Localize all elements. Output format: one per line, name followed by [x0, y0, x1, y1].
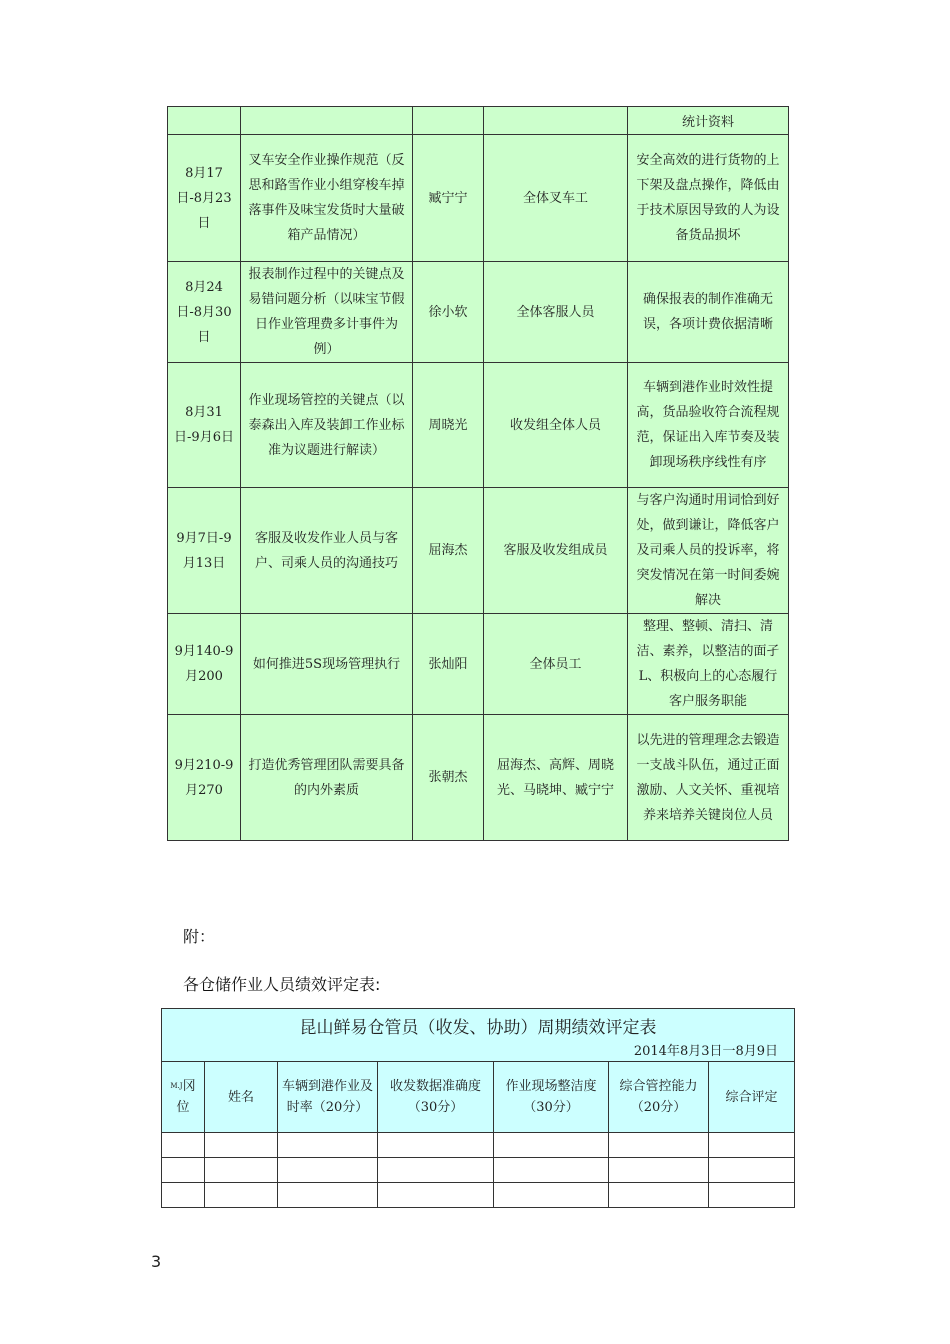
header-cell [241, 107, 413, 135]
empty-cell [162, 1133, 205, 1158]
empty-cell [709, 1183, 795, 1208]
header-cell: 统计资料 [628, 107, 789, 135]
goal-cell: 与客户沟通时用词恰到好处，做到谦让，降低客户及司乘人员的投诉率，将突发情况在第一时间委婉解决 [628, 488, 789, 614]
table-row [168, 363, 789, 488]
table-row [162, 1183, 795, 1208]
evaluation-column-header-row [162, 1062, 795, 1133]
column-header: 姓名 [205, 1062, 278, 1133]
topic-cell: 叉车安全作业操作规范（反思和路雪作业小组穿梭车掉落事件及味宝发货时大量破箱产品情况） [241, 135, 413, 262]
goal-cell: 车辆到港作业时效性提高，货品验收符合流程规范，保证出入库节奏及装卸现场秩序线性有序 [628, 363, 789, 488]
empty-cell [278, 1183, 378, 1208]
audience-cell: 全体客服人员 [484, 262, 628, 363]
column-header: 综合评定 [709, 1062, 795, 1133]
topic-cell: 如何推进5S现场管理执行 [241, 614, 413, 715]
trainer-cell: 周晓光 [413, 363, 484, 488]
table-row [168, 135, 789, 262]
empty-cell [378, 1133, 494, 1158]
annex-label: 附： [183, 927, 216, 946]
annex-subtitle: 各仓储作业人员绩效评定表: [183, 975, 381, 994]
empty-cell [494, 1183, 609, 1208]
trainer-cell: 张灿阳 [413, 614, 484, 715]
empty-cell [494, 1158, 609, 1183]
empty-cell [205, 1158, 278, 1183]
evaluation-title-row [162, 1009, 795, 1044]
empty-cell [378, 1183, 494, 1208]
empty-cell [205, 1133, 278, 1158]
column-header: 综合管控能力（20分） [609, 1062, 709, 1133]
performance-evaluation-table [161, 1008, 795, 1208]
audience-cell: 收发组全体人员 [484, 363, 628, 488]
date-cell: 8月31日-9月6日 [168, 363, 241, 488]
table-row [162, 1133, 795, 1158]
audience-cell: 客服及收发组成员 [484, 488, 628, 614]
goal-cell: 确保报表的制作准确无误，各项计费依据清晰 [628, 262, 789, 363]
column-header: 收发数据准确度（30分） [378, 1062, 494, 1133]
date-cell: 8月24日-8月30日 [168, 262, 241, 363]
trainer-cell: 张朝杰 [413, 715, 484, 841]
post-header-text: 冈位 [176, 1079, 196, 1115]
date-cell: 9月140-9月200 [168, 614, 241, 715]
trainer-cell: 屈海杰 [413, 488, 484, 614]
audience-cell: 全体叉车工 [484, 135, 628, 262]
topic-cell: 打造优秀管理团队需要具备的内外素质 [241, 715, 413, 841]
topic-cell: 报表制作过程中的关键点及易错问题分析（以味宝节假日作业管理费多计事件为例） [241, 262, 413, 363]
evaluation-body [162, 1009, 795, 1208]
page-number: 3 [151, 1252, 162, 1271]
table-row [168, 614, 789, 715]
schedule-body [168, 107, 789, 841]
empty-cell [162, 1183, 205, 1208]
date-cell: 9月210-9月270 [168, 715, 241, 841]
header-cell [413, 107, 484, 135]
table-row [162, 1158, 795, 1183]
goal-cell: 以先进的管理理念去锻造一支战斗队伍，通过正面激励、人文关怀、重视培养来培养关键岗位人员 [628, 715, 789, 841]
evaluation-date-range: 2014年8月3日一8月9日 [162, 1043, 795, 1062]
column-header: 车辆到港作业及时率（20分） [278, 1062, 378, 1133]
column-header: 作业现场整洁度（30分） [494, 1062, 609, 1133]
empty-cell [378, 1158, 494, 1183]
audience-cell: 全体员工 [484, 614, 628, 715]
audience-cell: 屈海杰、高辉、周晓光、马晓坤、臧宁宁 [484, 715, 628, 841]
schedule-header-row [168, 107, 789, 135]
training-schedule-table [167, 106, 789, 841]
trainer-cell: 臧宁宁 [413, 135, 484, 262]
empty-cell [609, 1158, 709, 1183]
evaluation-date-row [162, 1043, 795, 1062]
topic-cell: 作业现场管控的关键点（以泰森出入库及装卸工作业标准为议题进行解读） [241, 363, 413, 488]
empty-cell [278, 1158, 378, 1183]
empty-cell [609, 1183, 709, 1208]
empty-cell [709, 1158, 795, 1183]
topic-cell: 客服及收发作业人员与客户、司乘人员的沟通技巧 [241, 488, 413, 614]
empty-cell [709, 1133, 795, 1158]
date-cell: 9月7日-9月13日 [168, 488, 241, 614]
header-cell [168, 107, 241, 135]
date-cell: 8月17日-8月23日 [168, 135, 241, 262]
empty-cell [609, 1133, 709, 1158]
goal-cell: 整理、整顿、清扫、清洁、素养，以整洁的面孑L、积极向上的心态履行客户服务职能 [628, 614, 789, 715]
goal-cell: 安全高效的进行货物的上下架及盘点操作，降低由于技术原因导致的人为设备货品损坏 [628, 135, 789, 262]
post-header-small: M.J [170, 1082, 183, 1090]
table-row [168, 715, 789, 841]
trainer-cell: 徐小软 [413, 262, 484, 363]
table-row [168, 488, 789, 614]
header-cell [484, 107, 628, 135]
empty-cell [162, 1158, 205, 1183]
empty-cell [278, 1133, 378, 1158]
empty-cell [494, 1133, 609, 1158]
evaluation-title: 昆山鲜易仓管员（收发、协助）周期绩效评定表 [162, 1009, 795, 1044]
table-row [168, 262, 789, 363]
empty-cell [205, 1183, 278, 1208]
post-header-cell [162, 1062, 205, 1133]
